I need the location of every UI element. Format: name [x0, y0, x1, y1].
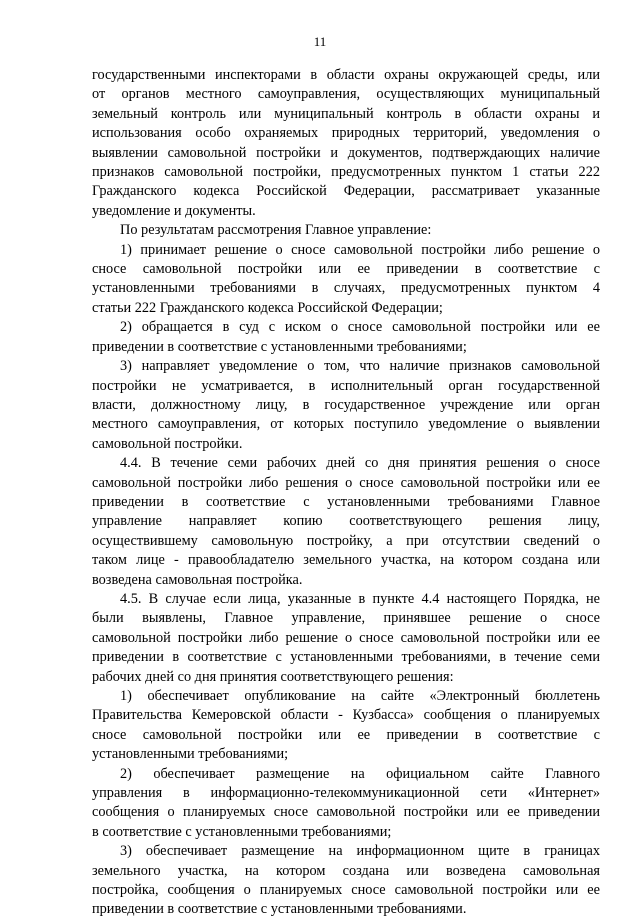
text-line: осуществившему самовольную постройку, а при отсутствии сведений о [92, 532, 600, 549]
text-line: 2) обеспечивает размещение на официальном сайте Главного [120, 765, 600, 782]
text-line: возведена самовольная постройка. [92, 571, 303, 588]
text-line: управление направляет копию соответствующего решения лицу, [92, 513, 600, 530]
text-line: земельный контроль или муниципальный контроль в области охраны и [92, 105, 600, 122]
text-line: выявлении самовольной постройки и документов, подтверждающих наличие [92, 144, 600, 161]
text-line: земельного участка, на котором создана или возведена самовольная [92, 862, 600, 879]
text-line: были выявлены, Главное управление, принявшее решение о сносе [92, 610, 600, 627]
text-line: Гражданского кодекса Российской Федерации, рассматривает указанные [92, 183, 600, 200]
text-line: Правительства Кемеровской области - Кузбасса» сообщения о планируемых [92, 707, 600, 724]
text-line: сносе самовольной постройки или ее приведении в соответствие с [92, 726, 600, 743]
text-line: самовольной постройки либо решение о сносе самовольной постройки или ее [92, 629, 600, 646]
text-line: установленными требованиями; [92, 746, 289, 763]
text-line: приведении в соответствие с установленными требованиями, в течение семи [92, 649, 600, 666]
page-number: 11 [313, 34, 327, 49]
text-line: 4.4. В течение семи рабочих дней со дня принятия решения о сносе [120, 455, 600, 472]
text-line: сообщения о планируемых сносе самовольной постройки или ее приведении [92, 804, 600, 821]
text-line: самовольной постройки либо решения о сносе самовольной постройки или ее [92, 474, 600, 491]
text-line: 3) обеспечивает размещение на информационном щите в границах [120, 843, 600, 860]
text-line: рабочих дней со дня принятия соответствующего решения: [92, 668, 454, 685]
text-line: приведении в соответствие с установленными требованиями. [92, 901, 467, 918]
text-line: уведомление и документы. [92, 202, 256, 219]
text-line: 4.5. В случае если лица, указанные в пункте 4.4 настоящего Порядка, не [120, 590, 600, 607]
text-line: государственными инспекторами в области охраны окружающей среды, или [92, 67, 600, 83]
text-line: постройка, сообщения о планируемых сносе самовольной постройки или ее [92, 882, 600, 899]
text-line: использования особо охраняемых природных территорий, уведомления о [92, 125, 600, 142]
text-line: от органов местного самоуправления, осуществляющих муниципальный [92, 86, 600, 103]
text-line: местного самоуправления, от которых поступило уведомление о выявлении [92, 416, 600, 433]
text-line: самовольной постройки. [92, 435, 243, 452]
text-line: приведении в соответствие с установленными требованиями Главное [92, 493, 600, 510]
text-line: власти, должностному лицу, в государственное учреждение или орган [92, 396, 600, 413]
text-line: в соответствие с установленными требованиями; [92, 823, 392, 840]
text-line: 3) направляет уведомление о том, что наличие признаков самовольной [120, 358, 600, 375]
text-line: 1) обеспечивает опубликование на сайте «Электронный бюллетень [120, 688, 600, 704]
text-line: 1) принимает решение о сносе самовольной постройки либо решение о [120, 241, 600, 258]
text-line: сносе самовольной постройки или ее приведении в соответствие с [92, 261, 600, 278]
text-line: признаков самовольной постройки, предусмотренных пунктом 1 статьи 222 [92, 164, 600, 181]
text-line: По результатам рассмотрения Главное управление: [120, 222, 432, 239]
text-line: установленными требованиями в случаях, предусмотренных пунктом 4 [92, 280, 600, 297]
text-line: 2) обращается в суд с иском о сносе самовольной постройки или ее [120, 319, 600, 336]
document-body [92, 66, 600, 920]
text-line: управления в информационно-телекоммуникационной сети «Интернет» [92, 785, 600, 802]
text-line: приведении в соответствие с установленными требованиями; [92, 338, 467, 355]
text-line: таком лице - правообладателю земельного участка, на котором создана или [92, 552, 600, 569]
text-line: постройки не усматривается, в исполнительный орган государственной [92, 377, 600, 394]
text-line: статьи 222 Гражданского кодекса Российской Федерации; [92, 299, 443, 316]
